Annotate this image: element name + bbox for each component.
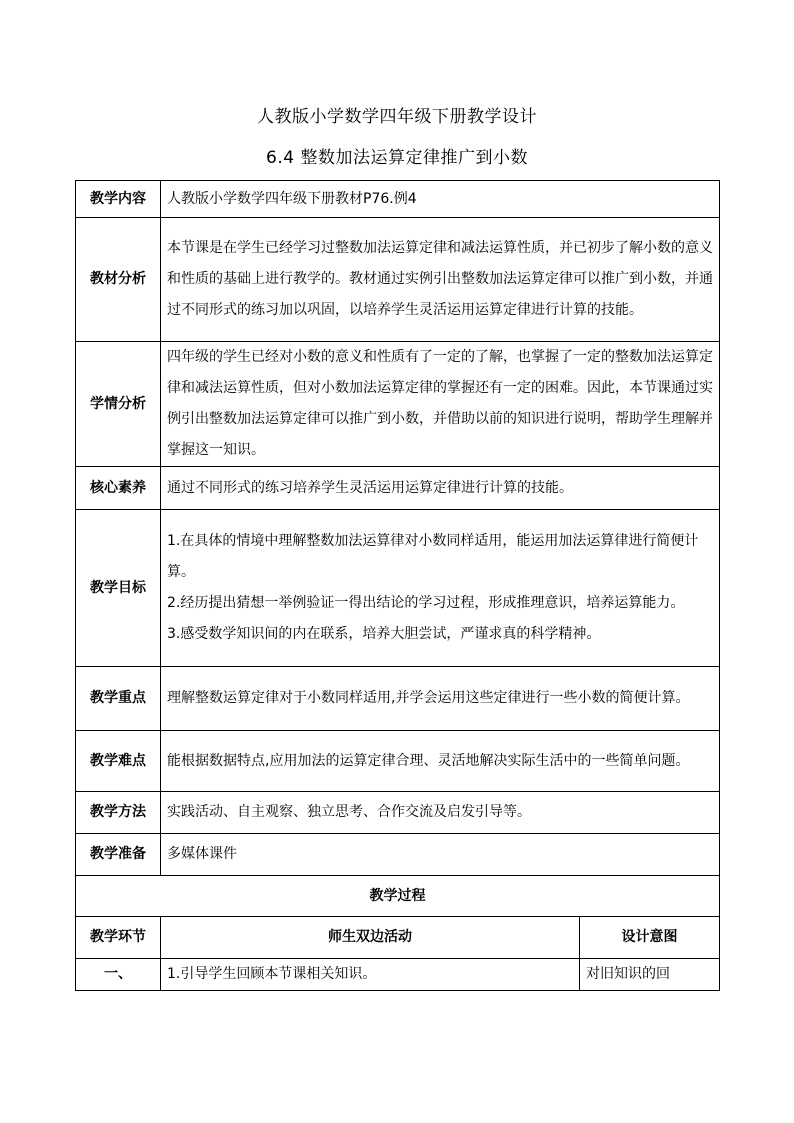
row-teaching-goals — [76, 510, 720, 667]
document-title: 人教版小学数学四年级下册教学设计 — [257, 107, 537, 127]
value-teaching-content: 人教版小学数学四年级下册教材P76.例4 — [161, 181, 720, 218]
value-difficulties: 能根据数据特点,应用加法的运算定律合理、灵活地解决实际生活中的一些简单问题。 — [161, 731, 720, 792]
value-teaching-goals — [161, 510, 720, 667]
table-row — [76, 959, 720, 991]
label-core-literacy: 核心素养 — [76, 467, 161, 510]
label-student-analysis: 学情分析 — [76, 342, 161, 467]
value-key-points: 理解整数运算定律对于小数同样适用,并学会运用这些定律进行一些小数的简便计算。 — [161, 667, 720, 731]
value-teaching-preparation: 多媒体课件 — [161, 834, 720, 876]
row-process-heading — [76, 876, 720, 917]
intent-cell: 对旧知识的回 — [580, 959, 720, 991]
row-process-columns — [76, 917, 720, 959]
value-teaching-methods: 实践活动、自主观察、独立思考、合作交流及启发引导等。 — [161, 792, 720, 834]
column-header-activity: 师生双边活动 — [161, 917, 580, 959]
goal-item: 1.在具体的情境中理解整数加法运算律对小数同样适用，能运用加法运算律进行简便计算。 — [167, 533, 699, 580]
label-material-analysis: 教材分析 — [76, 218, 161, 342]
value-core-literacy: 通过不同形式的练习培养学生灵活运用运算定律进行计算的技能。 — [161, 467, 720, 510]
label-teaching-preparation: 教学准备 — [76, 834, 161, 876]
goal-item: 2.经历提出猜想一举例验证一得出结论的学习过程，形成推理意识，培养运算能力。 — [167, 595, 685, 611]
row-teaching-preparation — [76, 834, 720, 876]
column-header-intent: 设计意图 — [580, 917, 720, 959]
activity-cell: 1.引导学生回顾本节课相关知识。 — [161, 959, 580, 991]
process-heading: 教学过程 — [76, 876, 720, 917]
stage-cell: 一、 — [76, 959, 161, 991]
goal-item: 3.感受数学知识间的内在联系，培养大胆尝试，严谨求真的科学精神。 — [167, 626, 601, 642]
label-key-points: 教学重点 — [76, 667, 161, 731]
row-teaching-methods — [76, 792, 720, 834]
label-teaching-content: 教学内容 — [76, 181, 161, 218]
row-material-analysis — [76, 218, 720, 342]
value-material-analysis: 本节课是在学生已经学习过整数加法运算定律和减法运算性质，并已初步了解小数的意义和性质的基础上进行教学的。教材通过实例引出整数加法运算定律可以推广到小数，并通过不同形式的练习加以巩固，以培养学生灵活运用运算定律进行计算的技能。 — [161, 218, 720, 342]
row-core-literacy — [76, 467, 720, 510]
row-student-analysis — [76, 342, 720, 467]
label-teaching-methods: 教学方法 — [76, 792, 161, 834]
column-header-stage: 教学环节 — [76, 917, 161, 959]
row-teaching-content — [76, 181, 720, 218]
lesson-plan-table — [75, 180, 720, 991]
row-key-points — [76, 667, 720, 731]
label-teaching-goals: 教学目标 — [76, 510, 161, 667]
label-difficulties: 教学难点 — [76, 731, 161, 792]
value-student-analysis: 四年级的学生已经对小数的意义和性质有了一定的了解，也掌握了一定的整数加法运算定律和减法运算性质，但对小数加法运算定律的掌握还有一定的困难。因此，本节课通过实例引出整数加法运算定律可以推广到小数，并借助以前的知识进行说明，帮助学生理解并掌握这一知识。 — [161, 342, 720, 467]
row-difficulties — [76, 731, 720, 792]
lesson-subtitle: 6.4 整数加法运算定律推广到小数 — [266, 148, 528, 168]
